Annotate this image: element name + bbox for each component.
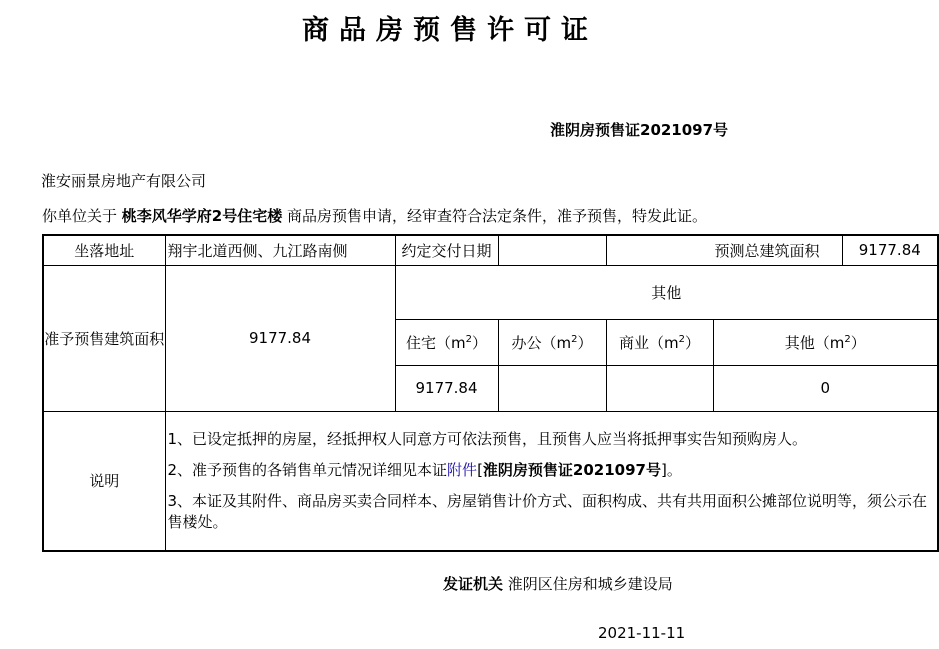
intro-suffix: 商品房预售申请，经审查符合法定条件，准予预售，特发此证。 [282,207,708,225]
approved-area-label: 准予预售建筑面积 [43,265,165,411]
table-row [43,411,938,551]
intro-prefix: 你单位关于 [42,207,122,225]
notes-label: 说明 [43,411,165,551]
certificate-number: 淮阴房预售证2021097号 [550,121,729,139]
col-commercial: 商业$(m^2)$ [606,319,713,365]
val-office [498,365,606,411]
col-office: 办公$(m^2)$ [498,319,606,365]
company-name: 淮安丽景房地产有限公司 [41,172,207,190]
val-residential: 9177.84 [395,365,498,411]
delivery-date-label: 约定交付日期 [395,235,498,265]
issue-date: 2021-11-11 [598,624,686,642]
total-area-value: 9177.84 [842,235,938,265]
note-3: 3、本证及其附件、商品房买卖合同样本、房屋销售计价方式、面积构成、共有共用面积公摊部位说明等，须公示在售楼处。 [167,491,928,531]
total-area-label: 预测总建筑面积 [606,235,842,265]
col-residential: 住宅$(m^2)$ [395,319,498,365]
certificate-table [42,234,939,552]
col-other: 其他$(m^2)$ [713,319,938,365]
other-header: 其他 [395,265,938,319]
note-2: 2、准予预售的各销售单元情况详细见本证附件[淮阴房预售证2021097号]。 [167,460,682,479]
intro-text [42,205,707,226]
location-label: 坐落地址 [43,235,165,265]
delivery-date-value [498,235,606,265]
val-other: 0 [713,365,938,411]
table-row [43,265,938,319]
note-1: 1、已设定抵押的房屋，经抵押权人同意方可依法预售，且预售人应当将抵押事实告知预购房人。 [167,429,808,448]
project-name: 桃李风华学府2号住宅楼 [121,207,283,225]
table-row [43,235,938,265]
location-value: 翔宇北道西侧、九江路南侧 [165,235,395,265]
attachment-link[interactable]: 附件 [447,460,478,479]
approved-area-value: 9177.84 [165,265,395,411]
page-title: 商品房预售许可证 [302,15,598,46]
issuer-label: 发证机关 [443,575,504,593]
issuer [443,573,673,594]
notes-content [165,411,938,551]
val-commercial [606,365,713,411]
issuer-value: 淮阴区住房和城乡建设局 [503,575,673,593]
